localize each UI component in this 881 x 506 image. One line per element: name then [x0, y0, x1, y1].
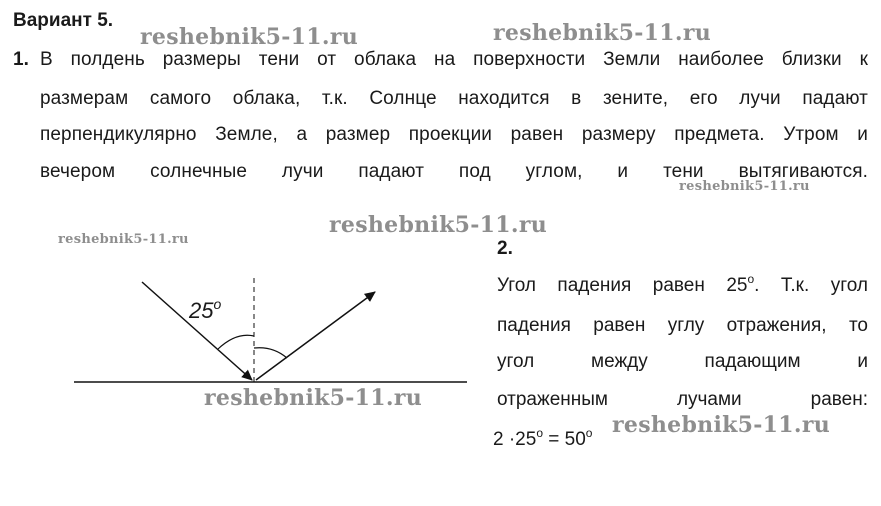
watermark: reshebnik5-11.ru [329, 212, 548, 238]
angle-value: 25 [189, 298, 214, 323]
watermark: reshebnik5-11.ru [140, 24, 359, 50]
task2-text-line: угол между падающим и [497, 351, 868, 372]
task1-text-line: В полдень размеры тени от облака на поверхности Земли наиболее близки к [40, 49, 868, 70]
watermark: reshebnik5-11.ru [204, 385, 423, 411]
task1-text-line: размерам самого облака, т.к. Солнце находится в зените, его лучи падают [40, 88, 868, 109]
angle-degree-mark: o [213, 296, 222, 312]
task2-text-part: . Т.к. угол [754, 275, 868, 296]
task2-text-part: Угол падения равен 25 [497, 275, 748, 296]
degree-mark: o [536, 426, 543, 440]
formula-part: 2 ·25 [493, 429, 537, 450]
task2-formula [493, 426, 592, 451]
incidence-angle-arc [218, 335, 254, 349]
task1-number: 1. [13, 49, 29, 70]
reflection-angle-arc [254, 348, 287, 358]
task2-text-line: падения равен углу отражения, то [497, 315, 868, 336]
task2-text-line: отраженным лучами равен: [497, 389, 868, 410]
degree-mark: o [747, 272, 755, 286]
watermark: reshebnik5-11.ru [493, 20, 712, 46]
angle-label [189, 298, 221, 324]
reflected-ray [256, 292, 375, 380]
task2-number: 2. [497, 238, 513, 259]
formula-part: = 50 [543, 429, 586, 450]
variant-title: Вариант 5. [13, 10, 114, 31]
watermark: reshebnik5-11.ru [679, 179, 810, 194]
watermark: reshebnik5-11.ru [612, 412, 831, 438]
incident-ray [142, 282, 252, 380]
task1-text-line: вечером солнечные лучи падают под углом, и тени вытягиваются. [40, 161, 868, 182]
degree-mark: o [585, 426, 593, 440]
watermark: reshebnik5-11.ru [58, 232, 189, 247]
reflection-diagram-svg [70, 270, 480, 400]
task1-text-line: перпендикулярно Земле, а размер проекции равен размеру предмета. Утром и [40, 124, 868, 145]
task2-text-line [497, 272, 868, 297]
